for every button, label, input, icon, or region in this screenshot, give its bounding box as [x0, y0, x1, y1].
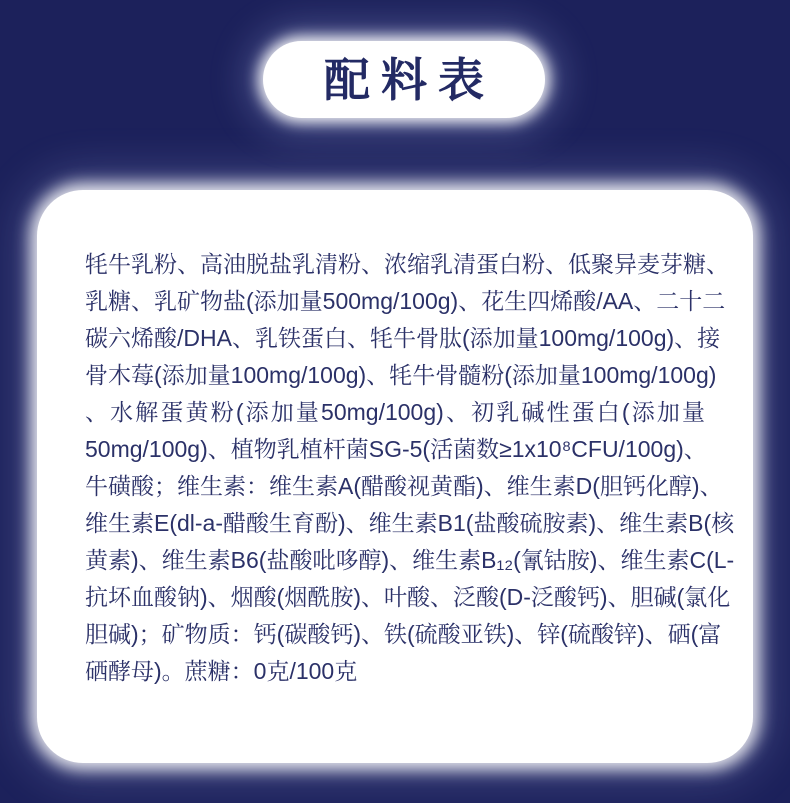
ingredients-text-line: 硒酵母)。蔗糖：0克/100克	[85, 658, 358, 684]
ingredients-text-line: 乳糖、乳矿物盐(添加量500mg/100g)、花生四烯酸/AA、二十二	[85, 288, 726, 314]
ingredients-text-line: 、水解蛋黄粉(添加量50mg/100g)、初乳碱性蛋白(添加量	[85, 399, 705, 425]
ingredients-text-line: 碳六烯酸/DHA、乳铁蛋白、牦牛骨肽(添加量100mg/100g)、接	[85, 325, 721, 351]
ingredients-text-line: 牛磺酸；维生素：维生素A(醋酸视黄酯)、维生素D(胆钙化醇)、	[85, 473, 723, 499]
ingredients-text-line: 50mg/100g)、植物乳植杆菌SG-5(活菌数≥1x10⁸CFU/100g)、	[85, 436, 707, 462]
ingredients-title: 配料表	[324, 53, 495, 106]
ingredients-text-line: 骨木莓(添加量100mg/100g)、牦牛骨髓粉(添加量100mg/100g)	[85, 362, 717, 388]
ingredients-text-line: 牦牛乳粉、高油脱盐乳清粉、浓缩乳清蛋白粉、低聚异麦芽糖、	[85, 251, 729, 277]
ingredients-text-line: 黄素)、维生素B6(盐酸吡哆醇)、维生素B₁₂(氰钴胺)、维生素C(L-	[85, 547, 735, 573]
ingredients-card	[37, 190, 753, 763]
ingredients-text-line: 胆碱)；矿物质：钙(碳酸钙)、铁(硫酸亚铁)、锌(硫酸锌)、硒(富	[85, 621, 722, 647]
ingredients-title-pill	[263, 41, 545, 118]
ingredients-text-line: 维生素E(dl-a-醋酸生育酚)、维生素B1(盐酸硫胺素)、维生素B(核	[85, 510, 735, 536]
ingredients-text-line: 抗坏血酸钠)、烟酸(烟酰胺)、叶酸、泛酸(D-泛酸钙)、胆碱(氯化	[85, 584, 731, 610]
